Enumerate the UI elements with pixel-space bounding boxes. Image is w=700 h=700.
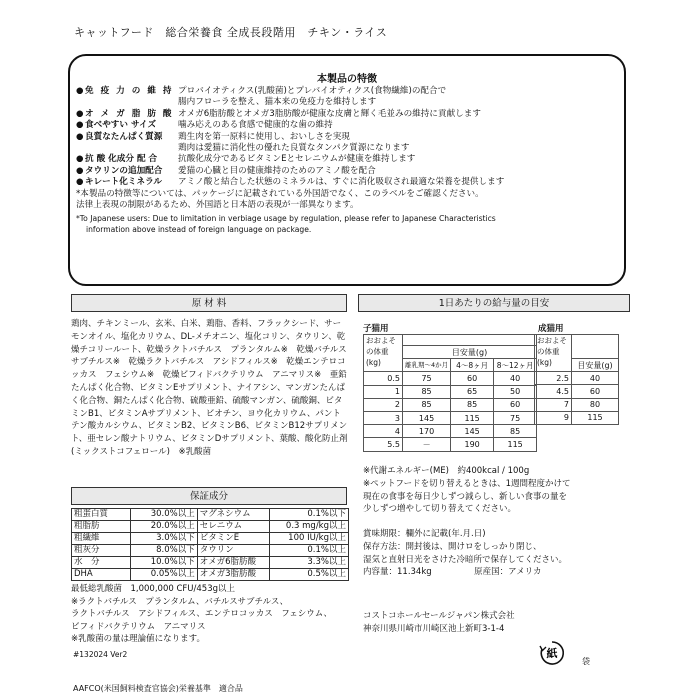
version-code: #132024 Ver2 [73, 650, 128, 659]
feature-desc: 鶏生肉を第一原料に使用し、おいしさを実現 [178, 131, 350, 142]
weight-cell: 2 [364, 398, 403, 411]
features-note-en: information above instead of foreign language on package. [86, 224, 312, 234]
adult-feeding-table [534, 334, 619, 425]
weight-cell: 7 [535, 398, 572, 411]
feature-size [76, 120, 618, 131]
paper-recycle-icon [539, 640, 565, 666]
guaranteed-header: 保証成分 [71, 487, 347, 505]
feature-desc: 噛み応えのある食感で健康的な歯の維持 [178, 120, 333, 131]
nutrient-name: オメガ6脂肪酸 [197, 557, 269, 569]
amount-cell: 145 [451, 425, 494, 438]
feature-desc: 腸内フローラを整え、猫本来の免疫力を維持します [178, 97, 377, 108]
company-info [363, 610, 515, 636]
product-title: キャットフード 総合栄養食 全成長段階用 チキン・ライス [74, 26, 388, 39]
nutrient-name: DHA [72, 569, 131, 581]
features-note-en: *To Japanese users: Due to limitation in verbiage usage by regulation, please refer to Japanese Characteristics [76, 214, 496, 224]
storage-info [363, 528, 567, 579]
feeding-header: 1日あたりの給与量の目安 [358, 294, 630, 312]
guaranteed-row [72, 569, 349, 581]
amount-cell: 75 [403, 372, 451, 385]
content-origin-line: 内容量：11.34kg 原産国：アメリカ [363, 567, 542, 578]
weight-cell: 4.5 [535, 385, 572, 398]
feature-desc: オメガ6脂肪酸とオメガ3脂肪酸が健康な皮膚と輝く毛並みの維持に貢献します [178, 108, 481, 119]
nutrient-name: 粗灰分 [72, 545, 131, 557]
ingredients-text: 鶏肉、チキンミール、玄米、白米、鶏脂、香料、フラックシード、サーモンオイル、塩化カリウム、DL-メチオニン、塩化コリン、タウリン、乾燥チコリールート、乾燥ラクトバチルス プランタルム※ 乾燥バチルス サブチルス※ 乾燥ラクトバチルス アシドフィルス※ 乾燥エンテロコッカス フェシウム※ 乾燥ビフィドバクテリウム アニマリス※ 亜鉛たんぱく化合物、ビタミンEサプリメント、ナイアシン、マンガンたんぱく化合物、銅たんぱく化合物、硫酸亜鉛、硫酸マンガン、硫酸銅、ビタミンB1、ビタミンAサプリメント、ビオチン、ヨウ化カリウム、パントテン酸カルシウム、ビタミンB2、ビタミンB6、ビタミンB12サプリメント、亜セレン酸ナトリウム、ビタミンDサプリメント、葉酸、酸化防止剤(ミックストコフェロール) ※乳酸菌 [71, 319, 356, 457]
transition-note: ※ペットフードを切り替えるときは、1週間程度かけて [363, 478, 571, 489]
aafco-note: AAFCO(米国飼料検査官協会)栄養基準 適合品 [73, 684, 243, 693]
nutrient-value: 3.0%以下 [131, 533, 197, 545]
kitten-row [364, 411, 537, 424]
guaranteed-row [72, 533, 349, 545]
amount-cell: 60 [451, 372, 494, 385]
probiotic-note: ビフィドバクテリウム アニマリス [71, 621, 206, 632]
adult-row [535, 385, 619, 398]
amount-cell: 115 [494, 438, 537, 451]
feature-desc: アミノ酸と結合した状態のミネラルは、すぐに消化吸収され最適な栄養を提供します [178, 177, 505, 188]
features-list [76, 86, 618, 235]
kitten-title: 子猫用 [363, 324, 389, 334]
weight-cell: 1 [364, 385, 403, 398]
amount-cell: 75 [494, 411, 537, 424]
feature-label: タウリンの追加配合 [85, 165, 163, 176]
energy-info [363, 465, 571, 516]
feature-desc: プロバイオティクス(乳酸菌)とプレバイオティクス(食物繊維)の配合で [178, 86, 447, 96]
amount-cell: 170 [403, 425, 451, 438]
adult-row [535, 411, 619, 424]
nutrient-value: 0.1%以下 [269, 509, 348, 521]
weight-cell: 0.5 [364, 372, 403, 385]
ingredients-header: 原 材 料 [71, 294, 347, 312]
amount-cell: 40 [572, 372, 619, 385]
company-name: コストコホールセールジャパン株式会社 [363, 611, 515, 621]
amount-cell: 115 [451, 411, 494, 424]
weight-cell: 3 [364, 411, 403, 424]
amount-cell: 50 [494, 385, 537, 398]
nutrient-name: 粗蛋白質 [72, 509, 131, 521]
nutrient-value: 0.1%以上 [269, 545, 348, 557]
transition-note: 少しずつ増やして切り替えてください。 [363, 504, 517, 515]
guaranteed-row [72, 521, 349, 533]
adult-title: 成猫用 [538, 324, 564, 334]
weight-cell: 2.5 [535, 372, 572, 385]
nutrient-value: 0.3 mg/kg以上 [269, 521, 348, 533]
feature-label: 抗 酸 化成分 配 合 [85, 154, 158, 165]
feature-protein [76, 132, 618, 155]
kitten-weight-header: おおよその体重(kg) [364, 335, 403, 372]
guaranteed-row [72, 509, 349, 521]
kitten-subheader: 8～12ヶ月 [494, 359, 537, 372]
bullet-icon: ● [76, 131, 84, 142]
feature-omega [76, 109, 618, 120]
amount-cell: 60 [494, 398, 537, 411]
expiry-line: 賞味期限：欄外に記載(年.月.日) [363, 529, 486, 539]
bullet-icon: ● [76, 177, 84, 188]
nutrient-name: セレニウム [197, 521, 269, 533]
weight-cell: 4 [364, 425, 403, 438]
nutrient-value: 20.0%以上 [131, 521, 197, 533]
bullet-icon: ● [76, 108, 86, 119]
adult-weight-header: おおよその体重(kg) [535, 335, 572, 372]
kitten-subheader: 4～8ヶ月 [451, 359, 494, 372]
recycle-mark-text: 紙 [546, 647, 558, 660]
guaranteed-row [72, 545, 349, 557]
nutrient-name: オメガ3脂肪酸 [197, 569, 269, 581]
amount-cell: 65 [451, 385, 494, 398]
bullet-icon: ● [76, 154, 84, 165]
storage-line: 湿気と直射日光をさけた冷暗所で保存してください。 [363, 554, 568, 565]
storage-line: 保存方法：開封後は、開けロをしっかり閉じ、 [363, 541, 542, 552]
kitten-row [364, 372, 537, 385]
recycle-label: 袋 [582, 657, 590, 666]
nutrient-value: 10.0%以下 [131, 557, 197, 569]
feature-chelate [76, 177, 618, 188]
amount-cell: 85 [451, 398, 494, 411]
nutrient-name: ビタミンE [197, 533, 269, 545]
amount-cell: 115 [572, 411, 619, 424]
amount-cell: 145 [403, 411, 451, 424]
energy-line: ※代謝エネルギー(ME) 約400kcal / 100g [363, 466, 530, 476]
guaranteed-table [71, 508, 349, 581]
feature-desc: 鶏肉は愛猫に消化性の優れた良質なタンパク質源になります [178, 143, 410, 154]
probiotic-note: ※ラクトバチルス プランタルム、バチルスサブチルス、 [71, 596, 289, 607]
kitten-row [364, 398, 537, 411]
bullet-icon: ● [76, 120, 84, 131]
nutrient-name: 粗脂肪 [72, 521, 131, 533]
amount-cell: 60 [572, 385, 619, 398]
amount-cell: 40 [494, 372, 537, 385]
nutrient-value: 0.5%以上 [269, 569, 348, 581]
feature-label: 免 疫 力 の 維 持 [85, 86, 174, 96]
features-title: 本製品の特徴 [317, 74, 377, 85]
kitten-amount-header: 目安量(g) [403, 346, 537, 359]
kitten-row [364, 438, 537, 451]
kitten-feeding-table [363, 334, 537, 452]
amount-cell: 85 [403, 385, 451, 398]
probiotic-note: ラクトバチルス アシドフィルス、エンテロコッカス フェシウム、 [71, 609, 332, 619]
company-address: 神奈川県川崎市川崎区池上新町3-1-4 [363, 623, 505, 634]
adult-row [535, 398, 619, 411]
weight-cell: 5.5 [364, 438, 403, 451]
features-note: 法律上表現の制限があるため、外国語と日本語の表現が一部異なります。 [76, 200, 359, 211]
kitten-subheader: 離乳期～4か月 [403, 359, 451, 372]
feature-label: 良質なたんぱく質源 [85, 131, 163, 142]
bullet-icon: ● [76, 165, 84, 176]
kitten-row [364, 385, 537, 398]
guaranteed-row [72, 557, 349, 569]
feature-immune [76, 86, 618, 109]
features-note: *本製品の特徴等については、パッケージに記載されている外国語でなく、このラベルをご確認ください。 [76, 188, 484, 199]
probiotic-count: 最低総乳酸菌 1,000,000 CFU/453g以上 [71, 584, 235, 594]
nutrient-value: 0.05%以上 [131, 569, 197, 581]
amount-cell: 190 [451, 438, 494, 451]
nutrient-name: タウリン [197, 545, 269, 557]
amount-cell: － [403, 438, 451, 451]
nutrient-name: マグネシウム [197, 509, 269, 521]
amount-cell: 80 [572, 398, 619, 411]
amount-cell: 85 [403, 398, 451, 411]
features-box [68, 54, 626, 286]
feature-label: キレート化ミネラル [85, 177, 163, 188]
feature-label: 食べやすい サイズ [85, 120, 157, 131]
kitten-row [364, 425, 537, 438]
amount-cell: 85 [494, 425, 537, 438]
nutrient-name: 水 分 [72, 557, 131, 569]
feature-desc: 愛猫の心臓と目の健康維持のためのアミノ酸を配合 [178, 165, 376, 176]
feature-antioxidant [76, 154, 618, 165]
nutrient-value: 30.0%以上 [131, 509, 197, 521]
nutrient-name: 粗繊維 [72, 533, 131, 545]
nutrient-value: 100 IU/kg以上 [269, 533, 348, 545]
weight-cell: 9 [535, 411, 572, 424]
feature-taurine [76, 166, 618, 177]
nutrient-value: 3.3%以上 [269, 557, 348, 569]
bullet-icon: ● [76, 86, 86, 96]
guaranteed-extra [71, 583, 361, 646]
nutrient-value: 8.0%以下 [131, 545, 197, 557]
adult-row [535, 372, 619, 385]
feature-desc: 抗酸化成分であるビタミンEとセレニウムが健康を維持します [178, 154, 416, 165]
feature-label: オ メ ガ 脂 肪 酸 [85, 108, 174, 119]
probiotic-note: ※乳酸菌の量は理論値になります。 [71, 634, 205, 644]
transition-note: 現在の食事を毎日少しずつ減らし、新しい食事の量を [363, 491, 568, 502]
adult-amount-header: 目安量(g) [572, 359, 619, 372]
